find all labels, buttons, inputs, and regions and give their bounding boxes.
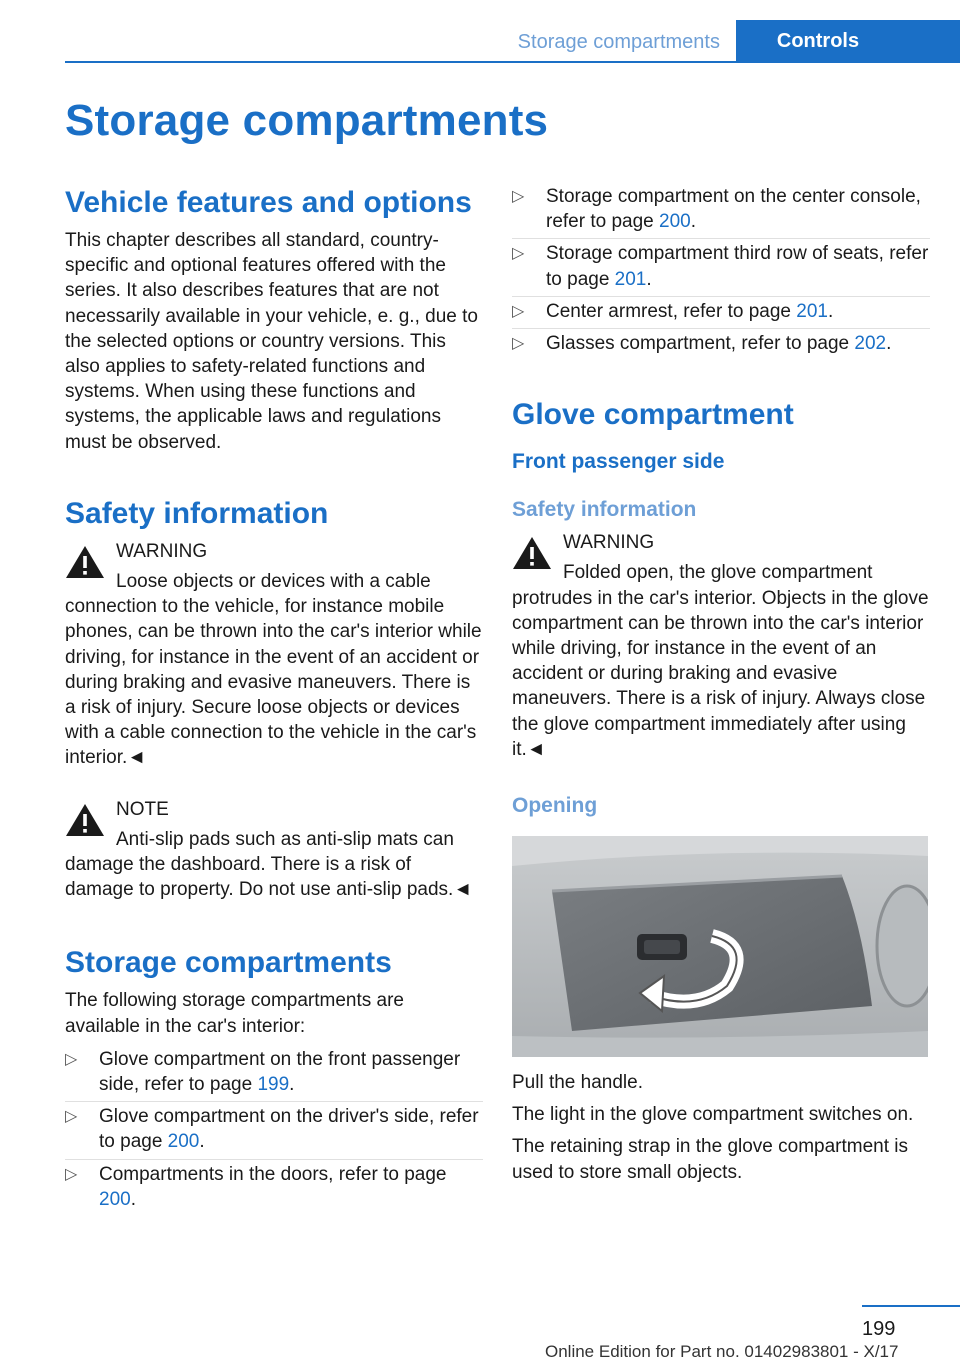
triangle-bullet-icon: ▷	[512, 245, 525, 263]
storage-list-left	[65, 1047, 483, 1212]
list-item-text: Compartments in the doors, refer to page	[99, 1163, 447, 1185]
triangle-bullet-icon: ▷	[512, 335, 525, 353]
vehicle-features-heading: Vehicle features and options	[65, 186, 472, 219]
warning-notice	[65, 539, 483, 771]
list-item-text: Glove compartment on the driver's side, refer to page	[99, 1106, 479, 1153]
chapter-tab-label: Controls	[776, 29, 860, 52]
list-item-text: Center armrest, refer to page	[546, 300, 797, 322]
warning-text: connection to the vehicle, for instance mobile phones, can be thrown into the car's interior while driving, for instance in the event of an accident or during braking and evasive maneuvers. There is a risk of injury. Secure loose objects or devices with a cable connection to the vehicle in the car's interior.◄	[65, 596, 482, 769]
safety-heading: Safety information	[65, 496, 329, 530]
note-text: damage the dashboard. There is a risk of damage to property. Do not use anti-slip pads.◄	[65, 854, 473, 901]
opening-heading: Opening	[512, 794, 598, 818]
list-item-text: Glove compartment on the front passenger side, refer to page	[99, 1048, 461, 1096]
storage-list-right	[512, 184, 930, 356]
warning-triangle-icon	[512, 536, 552, 570]
storage-intro: The following storage compartments are available in the car's interior:	[65, 990, 404, 1037]
triangle-bullet-icon: ▷	[65, 1050, 78, 1068]
warning-triangle-icon	[65, 803, 105, 837]
running-header-section: Storage compartments	[517, 31, 720, 53]
right-column	[512, 184, 930, 1185]
page-link[interactable]: 201	[796, 300, 828, 322]
list-item: ▷ Storage compartment on the center console, refer to page 200.	[512, 184, 930, 234]
page-link[interactable]: 200	[99, 1188, 131, 1210]
safety-subheading: Safety information	[512, 498, 697, 522]
footer-rule	[862, 1305, 960, 1307]
pull-handle-text: Pull the handle.	[512, 1072, 643, 1094]
warning-label: WARNING	[563, 532, 655, 554]
page-link[interactable]: 200	[659, 211, 691, 233]
list-item: ▷ Storage compartment third row of seats, refer to page 201.	[512, 241, 930, 291]
list-item: ▷ Center armrest, refer to page 201.	[512, 299, 930, 324]
warning-triangle-icon	[65, 545, 105, 579]
page-link[interactable]: 202	[854, 333, 887, 355]
left-column	[65, 184, 483, 1219]
list-item: ▷ Glasses compartment, refer to page 202.	[512, 331, 930, 356]
front-passenger-heading: Front passenger side	[512, 450, 725, 474]
chapter-tab	[736, 20, 960, 62]
triangle-bullet-icon: ▷	[512, 302, 525, 320]
warning-first-line: Loose objects or devices with a cable	[116, 571, 431, 593]
warning-first-line: Folded open, the glove compartment	[563, 562, 873, 584]
page-number: 199	[862, 1318, 896, 1340]
list-item: ▷ Glove compartment on the driver's side, refer to page 200.	[65, 1104, 483, 1154]
warning-notice	[512, 530, 930, 762]
triangle-bullet-icon: ▷	[65, 1165, 78, 1183]
page-link[interactable]: 200	[167, 1131, 200, 1153]
list-item: ▷ Glove compartment on the front passenger side, refer to page 199.	[65, 1047, 483, 1097]
list-item: ▷ Compartments in the doors, refer to page 200.	[65, 1163, 447, 1210]
triangle-bullet-icon: ▷	[65, 1108, 78, 1126]
warning-label: WARNING	[116, 540, 208, 562]
vehicle-features-text: This chapter describes all standard, country-specific and optional features offered with the series. It also describes features that are not necessarily available in your vehicle, e. g., due to the selected options or country versions. This also applies to safety-related functions and systems. When using these functions and systems, the applicable laws and regulations must be observed.	[65, 230, 478, 453]
strap-text: The retaining strap in the glove compartment is used to store small objects.	[512, 1136, 909, 1183]
list-item-text: Storage compartment third row of seats, refer to page	[546, 243, 929, 290]
list-item-text: Storage compartment on the center console, refer to page	[546, 186, 921, 233]
page-link[interactable]: 199	[257, 1074, 290, 1096]
warning-text: protrudes in the car's interior. Objects in the glove compartment can be thrown into the car's interior while driving, for instance in the event of an accident or during braking and evasive maneuvers. There is a risk of injury. Always close the glove compartment immediately after using it.◄	[512, 587, 929, 760]
page-title: Storage compartments	[65, 96, 549, 145]
edition-footer: Online Edition for Part no. 01402983801 - X/17	[545, 1342, 899, 1361]
triangle-bullet-icon: ▷	[512, 188, 525, 205]
light-text: The light in the glove compartment switches on.	[512, 1104, 914, 1126]
note-label: NOTE	[116, 798, 169, 820]
note-notice	[65, 797, 483, 903]
glove-compartment-heading: Glove compartment	[512, 398, 794, 432]
header-rule	[65, 61, 960, 63]
glove-compartment-photo	[512, 836, 928, 1057]
list-item-text: Glasses compartment, refer to page	[546, 333, 855, 355]
storage-heading: Storage compartments	[65, 946, 392, 980]
page-link[interactable]: 201	[614, 268, 647, 290]
note-first-line: Anti-slip pads such as anti-slip mats can	[116, 828, 454, 850]
